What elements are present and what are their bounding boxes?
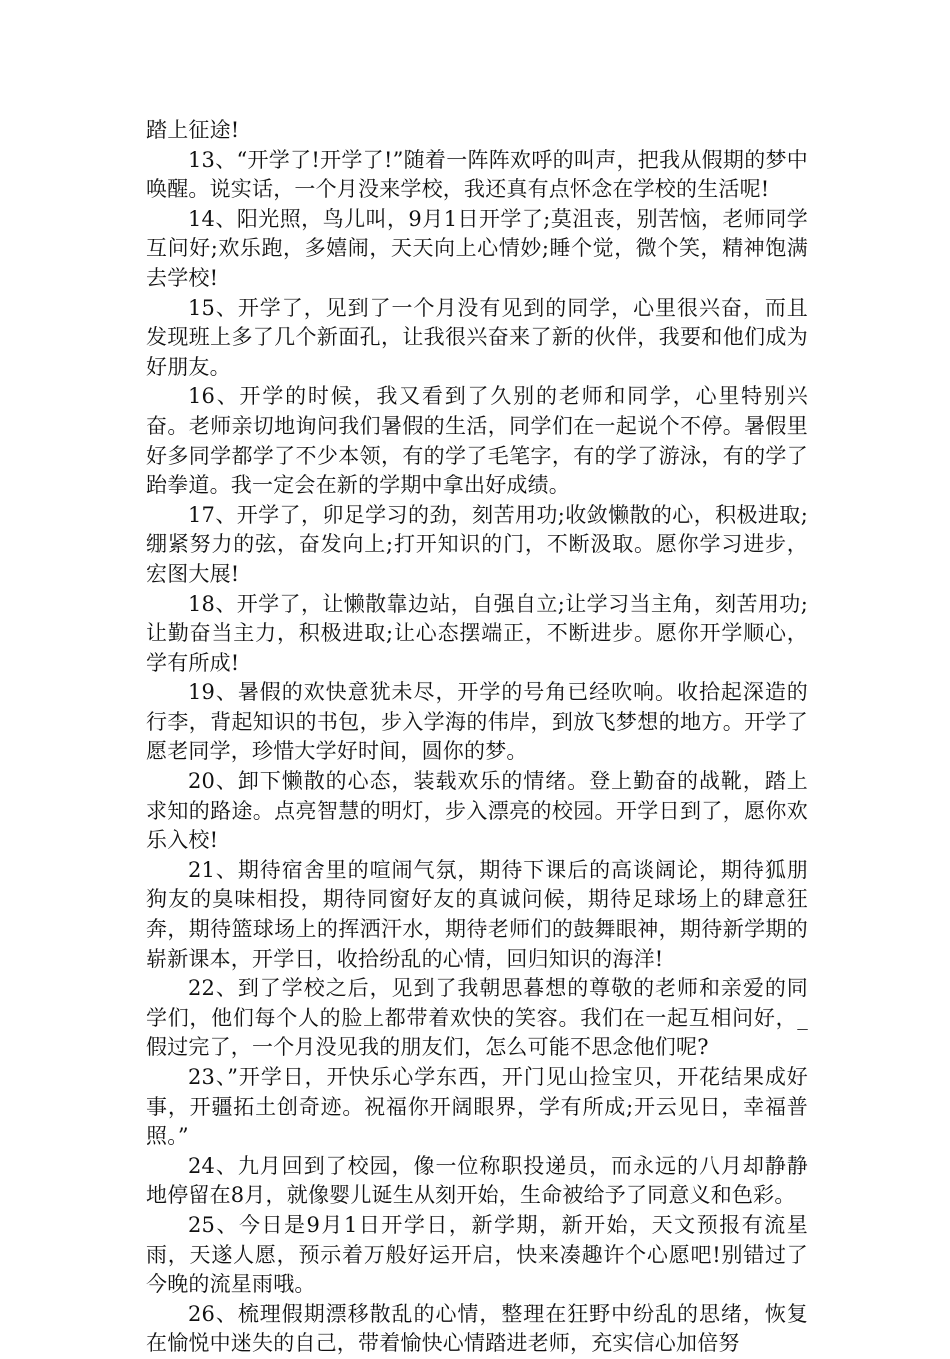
paragraph-17: 17、开学了，卯足学习的劲，刻苦用功;收敛懒散的心，积极进取;绷紧努力的弦，奋发向上;打开知识的门，不断汲取。愿你学习进步，宏图大展! [146,502,808,586]
paragraph-25: 25、今日是9月1日开学日，新学期，新开始，天文预报有流星雨，天遂人愿，预示着万般好运开启，快来凑趣许个心愿吧!别错过了今晚的流星雨哦。 [146,1212,808,1297]
paragraph-continuation: 踏上征途! [146,118,240,142]
paragraph-19: 19、暑假的欢快意犹未尽，开学的号角已经吹响。收拾起深造的行李，背起知识的书包，步入学海的伟岸，到放飞梦想的地方。开学了愿老同学，珍惜大学好时间，圆你的梦。 [146,680,808,764]
document-body [146,116,808,1359]
paragraph-22: 22、到了学校之后，见到了我朝思暮想的尊敬的老师和亲爱的同学们，他们每个人的脸上都带着欢快的笑容。我们在一起互相问好，_假过完了，一个月没见我的朋友们，怎么可能不思念他们呢? [146,976,808,1060]
paragraph-15: 15、开学了，见到了一个月没有见到的同学，心里很兴奋，而且发现班上多了几个新面孔，让我很兴奋来了新的伙伴，我要和他们成为好朋友。 [146,295,808,379]
paragraph-18: 18、开学了，让懒散靠边站，自强自立;让学习当主角，刻苦用功;让勤奋当主力，积极进取;让心态摆端正，不断进步。愿你开学顺心，学有所成! [146,591,808,675]
paragraph-20: 20、卸下懒散的心态，装载欢乐的情绪。登上勤奋的战靴，踏上求知的路途。点亮智慧的明灯，步入漂亮的校园。开学日到了，愿你欢乐入校! [146,769,808,853]
paragraph-24: 24、九月回到了校园，像一位称职投递员，而永远的八月却静静地停留在8月，就像婴儿诞生从刻开始，生命被给予了同意义和色彩。 [146,1153,808,1208]
paragraph-21: 21、期待宿舍里的喧闹气氛，期待下课后的高谈阔论，期待狐朋狗友的臭味相投，期待同窗好友的真诚问候，期待足球场上的肆意狂奔，期待篮球场上的挥洒汗水，期待老师们的鼓舞眼神，期待新学期的崭新课本，开学日，收拾纷乱的心情，回归知识的海洋! [146,857,808,971]
paragraph-13: 13、“开学了!开学了!”随着一阵阵欢呼的叫声，把我从假期的梦中唤醒。说实话，一个月没来学校，我还真有点怀念在学校的生活呢! [146,147,808,202]
paragraph-14: 14、阳光照，鸟儿叫，9月1日开学了;莫沮丧，别苦恼，老师同学互问好;欢乐跑，多嬉闹，天天向上心情妙;睡个觉，微个笑，精神饱满去学校! [146,206,808,290]
paragraph-26: 26、梳理假期漂移散乱的心情，整理在狂野中纷乱的思绪，恢复在愉悦中迷失的自己，带着愉快心情踏进老师，充实信心加倍努 [146,1301,808,1356]
paragraph-16: 16、开学的时候，我又看到了久别的老师和同学，心里特别兴奋。老师亲切地询问我们暑假的生活，同学们在一起说个不停。暑假里好多同学都学了不少本领，有的学了毛笔字，有的学了游泳，有的学了跆拳道。我一定会在新的学期中拿出好成绩。 [146,384,808,498]
paragraph-23: 23、”开学日，开快乐心学东西，开门见山捡宝贝，开花结果成好事，开疆拓土创奇迹。祝福你开阔眼界，学有所成;开云见日，幸福普照。” [146,1065,808,1149]
